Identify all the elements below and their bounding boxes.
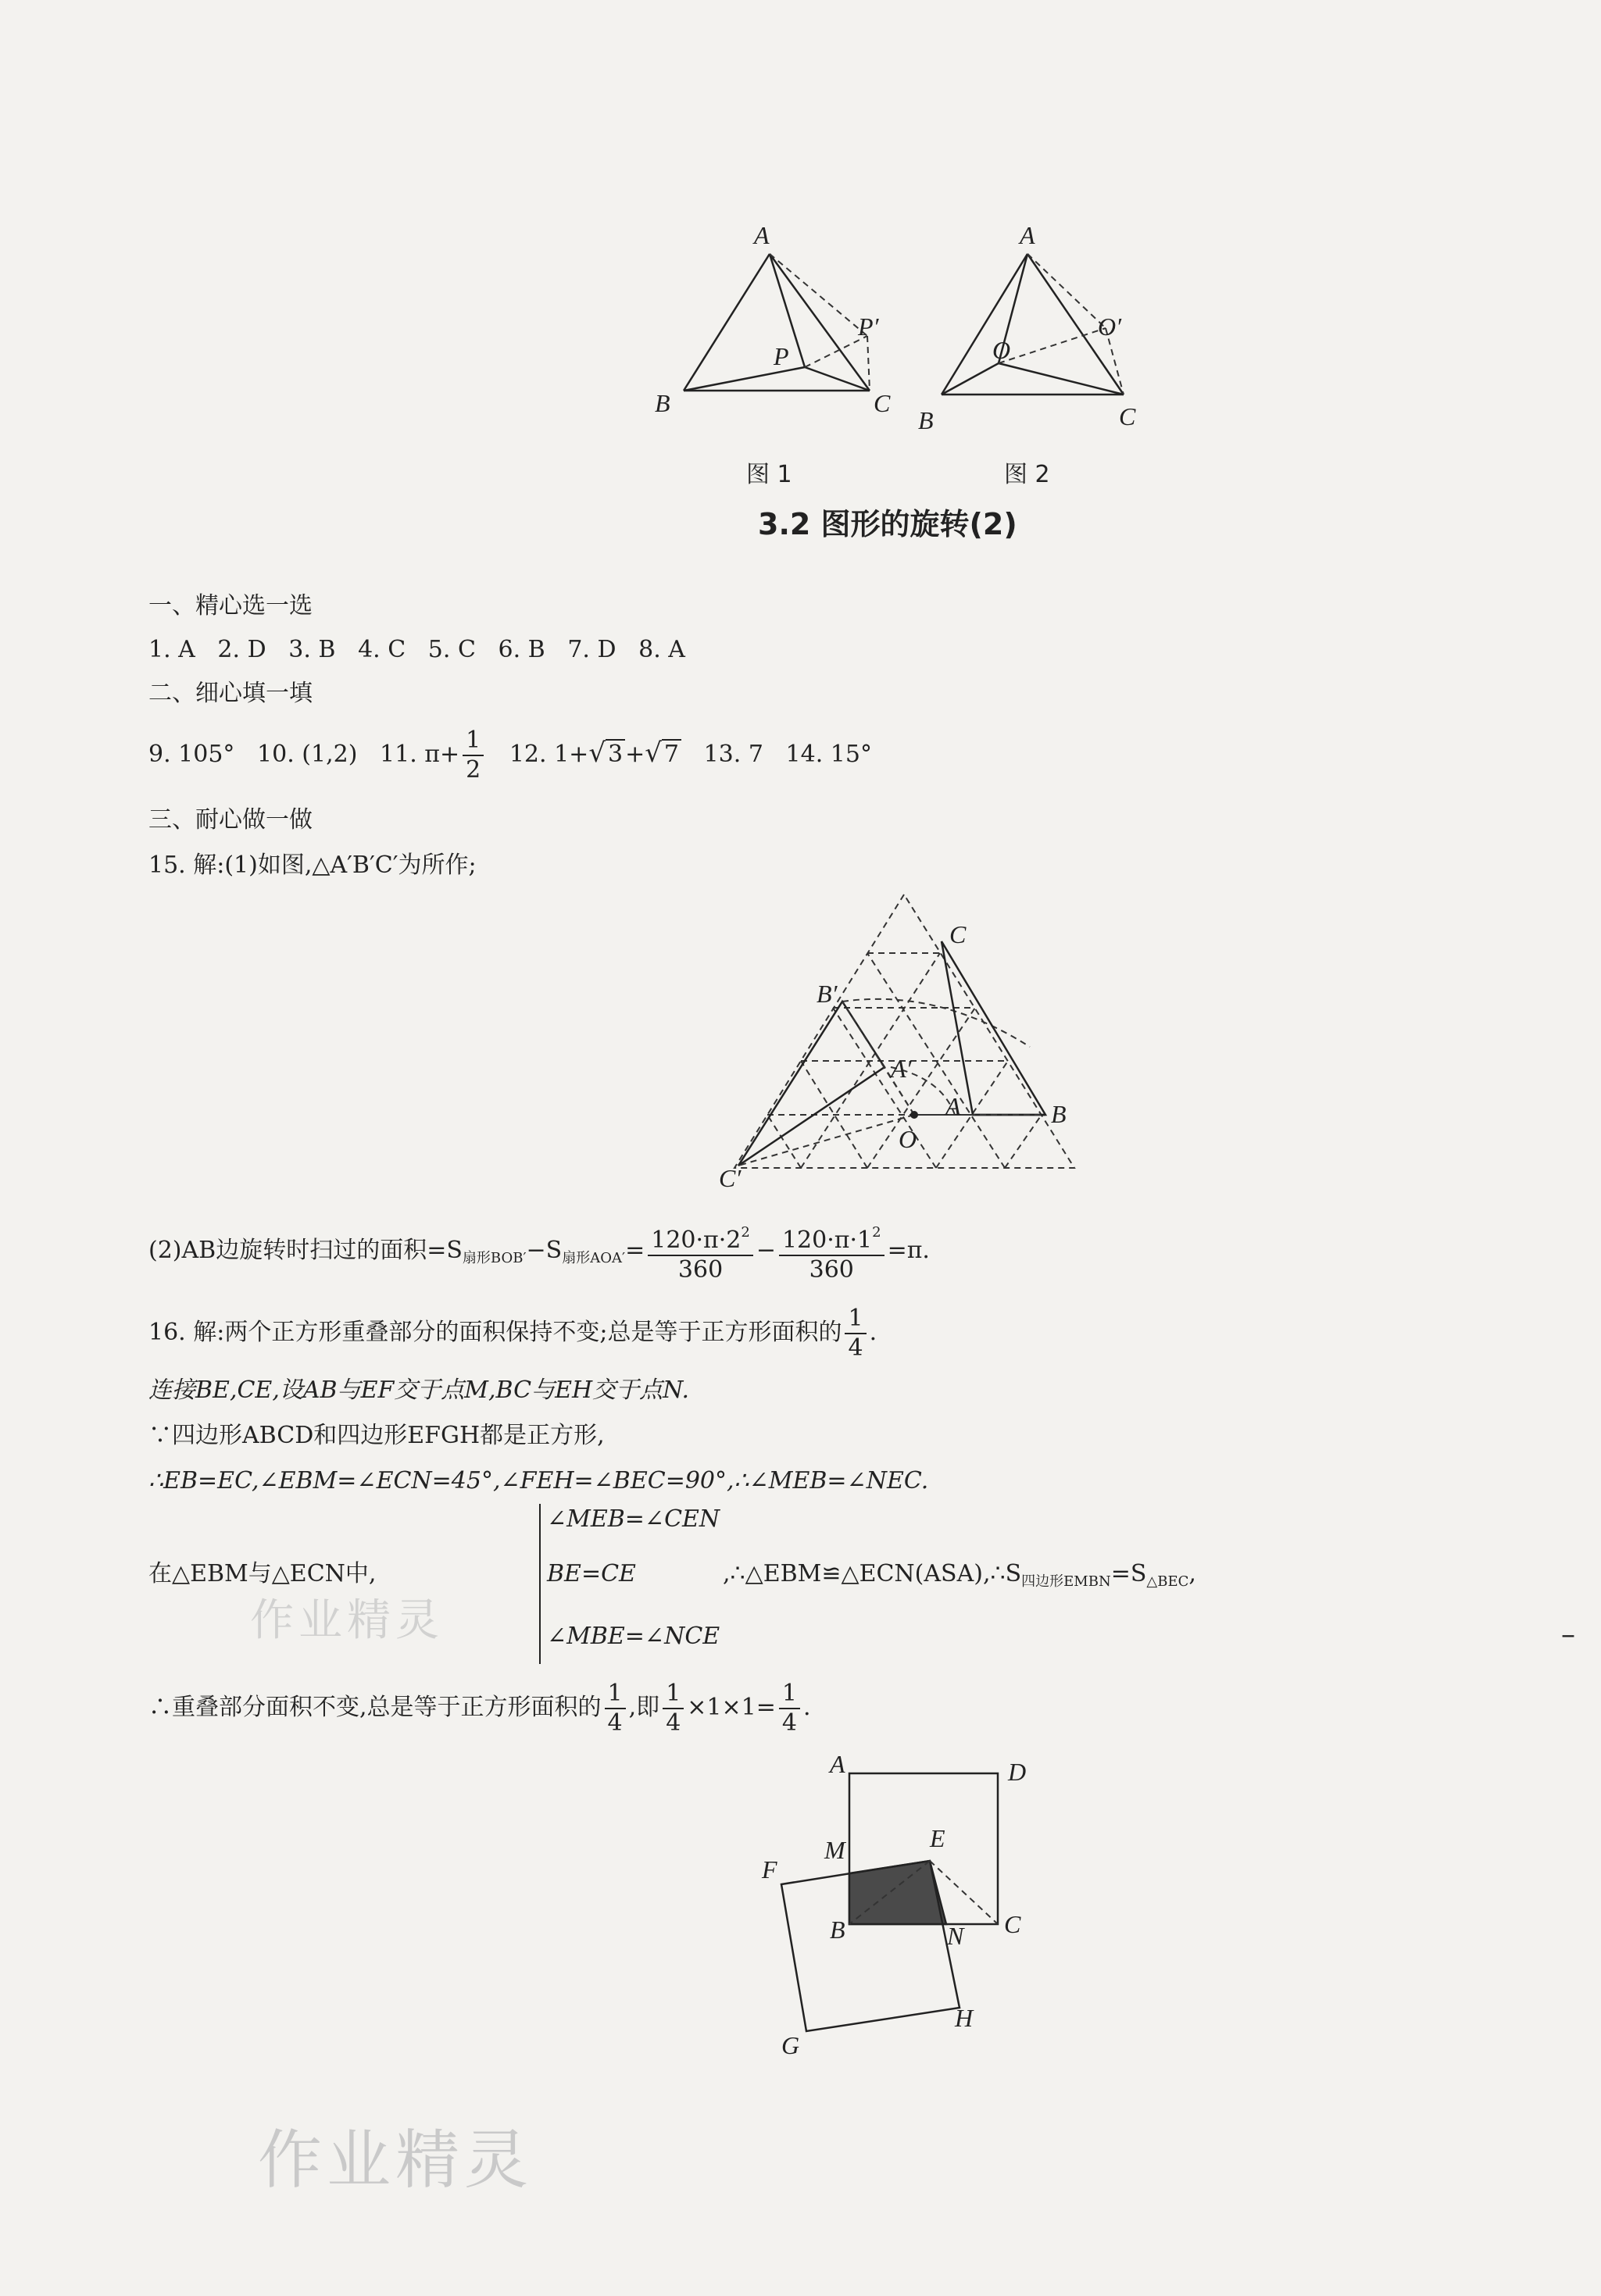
fig1-caption: 图 1 xyxy=(746,461,792,488)
q15-fraction-1: $\frac{120\cdot\pi\cdot 2^2}{360}$ xyxy=(648,1219,753,1284)
fig2-label-c: C xyxy=(1119,402,1136,430)
fig1-label-c: C xyxy=(874,389,891,417)
answer-13: 13. 7 xyxy=(703,741,763,768)
section-title: 3.2 图形的旋转(2) xyxy=(758,507,1017,541)
fig16-label-a: A xyxy=(830,1750,845,1778)
q16-line3: ∵四边形ABCD和四边形EFGH都是正方形, xyxy=(148,1422,605,1449)
fig16-label-f: F xyxy=(762,1855,777,1884)
watermark-bottom: 作业精灵 xyxy=(258,2123,534,2198)
part2-answers: 9. 105° 10. (1,2) 11. π+ $\frac{1}{2}$ 12. 1+√ 3 +√ 7 13. 7 14. 15° xyxy=(148,727,872,784)
fig15-label-a-prime: A′ xyxy=(891,1055,912,1083)
fig16-label-n: N xyxy=(947,1922,964,1950)
fig2-label-o: O xyxy=(992,336,1011,364)
fig1-label-p: P xyxy=(774,342,789,370)
answer-12-radicand-2: 7 xyxy=(662,739,681,768)
part1-heading: 一、精心选一选 xyxy=(148,592,313,620)
fig15-label-b: B xyxy=(1051,1100,1067,1128)
fig15-label-o: O xyxy=(899,1125,917,1153)
fig16-label-c: C xyxy=(1004,1910,1021,1938)
q16-case-2: BE=CE xyxy=(547,1560,636,1587)
fig15-label-a: A xyxy=(945,1092,961,1120)
fig15-label-c-prime: C′ xyxy=(719,1164,742,1192)
fig16-label-e: E xyxy=(930,1824,945,1852)
q16-fraction: $\frac{1}{4}$ xyxy=(845,1305,866,1362)
part2-heading: 二、细心填一填 xyxy=(148,680,313,707)
answer-14: 14. 15° xyxy=(785,741,872,768)
answer-10: 10. (1,2) xyxy=(257,741,358,768)
q16-line2: 连接BE,CE,设AB与EF交于点M,BC与EH交于点N. xyxy=(148,1377,690,1404)
fig16-label-m: M xyxy=(824,1836,845,1864)
q15-fraction-2: $\frac{120\cdot\pi\cdot 1^2}{360}$ xyxy=(779,1219,884,1284)
part3-heading: 三、耐心做一做 xyxy=(148,806,313,834)
answer-11-fraction: $\frac{1}{2}$ xyxy=(463,727,484,784)
answer-11-prefix: 11. π+ xyxy=(380,741,460,768)
q15-line2: (2)AB边旋转时扫过的面积$=S_{扇形BOB'}-S_{扇形AOA'}=$ $\frac{120\cdot\pi\cdot 2^2}{360}$ − $\frac{120\cdot\pi\cdot 1^2}{360}$ =π. xyxy=(148,1219,930,1284)
fig16-label-g: G xyxy=(781,2031,800,2059)
answer-9: 9. 105° xyxy=(148,741,235,768)
q16-case-conclusion: $,\therefore\triangle EBM≌\triangle ECN(ASA),\therefore S_{四边形EMBN}=S_{\triangle BEC}$, xyxy=(723,1560,1196,1590)
answer-12-prefix: 12. 1+ xyxy=(509,741,589,768)
fig16-label-d: D xyxy=(1008,1758,1027,1786)
q16-line1: 16. 解:两个正方形重叠部分的面积保持不变;总是等于正方形面积的 $\frac{1}{4}$ . xyxy=(148,1305,877,1362)
q16-line4: ∴EB=EC,∠EBM=∠ECN=45°,∠FEH=∠BEC=90°,∴∠MEB=∠NEC. xyxy=(148,1467,929,1494)
q16-case-1: ∠MEB=∠CEN xyxy=(547,1505,720,1533)
q15-line1: 15. 解:(1)如图,△A′B′C′为所作; xyxy=(148,852,477,879)
fig2-label-a: A xyxy=(1020,221,1035,249)
part1-answers: 1. A 2. D 3. B 4. C 5. C 6. B 7. D 8. A xyxy=(148,636,685,663)
fig2-caption: 图 2 xyxy=(1004,461,1050,488)
q16-case-3: ∠MBE=∠NCE xyxy=(547,1623,720,1650)
q16-case-prefix: 在△EBM与△ECN中, xyxy=(148,1560,377,1587)
fig1-label-b: B xyxy=(655,389,670,417)
fig15-label-c: C xyxy=(949,920,967,948)
fig15-label-b-prime: B′ xyxy=(817,980,838,1008)
q16-last-line: ∴重叠部分面积不变,总是等于正方形面积的 $\frac{1}{4}$ ,即 $\frac{1}{4}$ ×1×1= $\frac{1}{4}$ . xyxy=(148,1680,811,1737)
margin-mark: – xyxy=(1561,1619,1575,1651)
fig1-label-p-prime: P′ xyxy=(858,312,879,341)
fig2-label-o-prime: O′ xyxy=(1098,312,1122,341)
fig16-label-h: H xyxy=(955,2004,974,2032)
answer-12-radicand-1: 3 xyxy=(606,739,625,768)
watermark-mid: 作业精灵 xyxy=(250,1595,444,1646)
fig2-label-b: B xyxy=(918,406,934,434)
fig1-label-a: A xyxy=(754,221,770,249)
fig16-label-b: B xyxy=(830,1916,845,1944)
